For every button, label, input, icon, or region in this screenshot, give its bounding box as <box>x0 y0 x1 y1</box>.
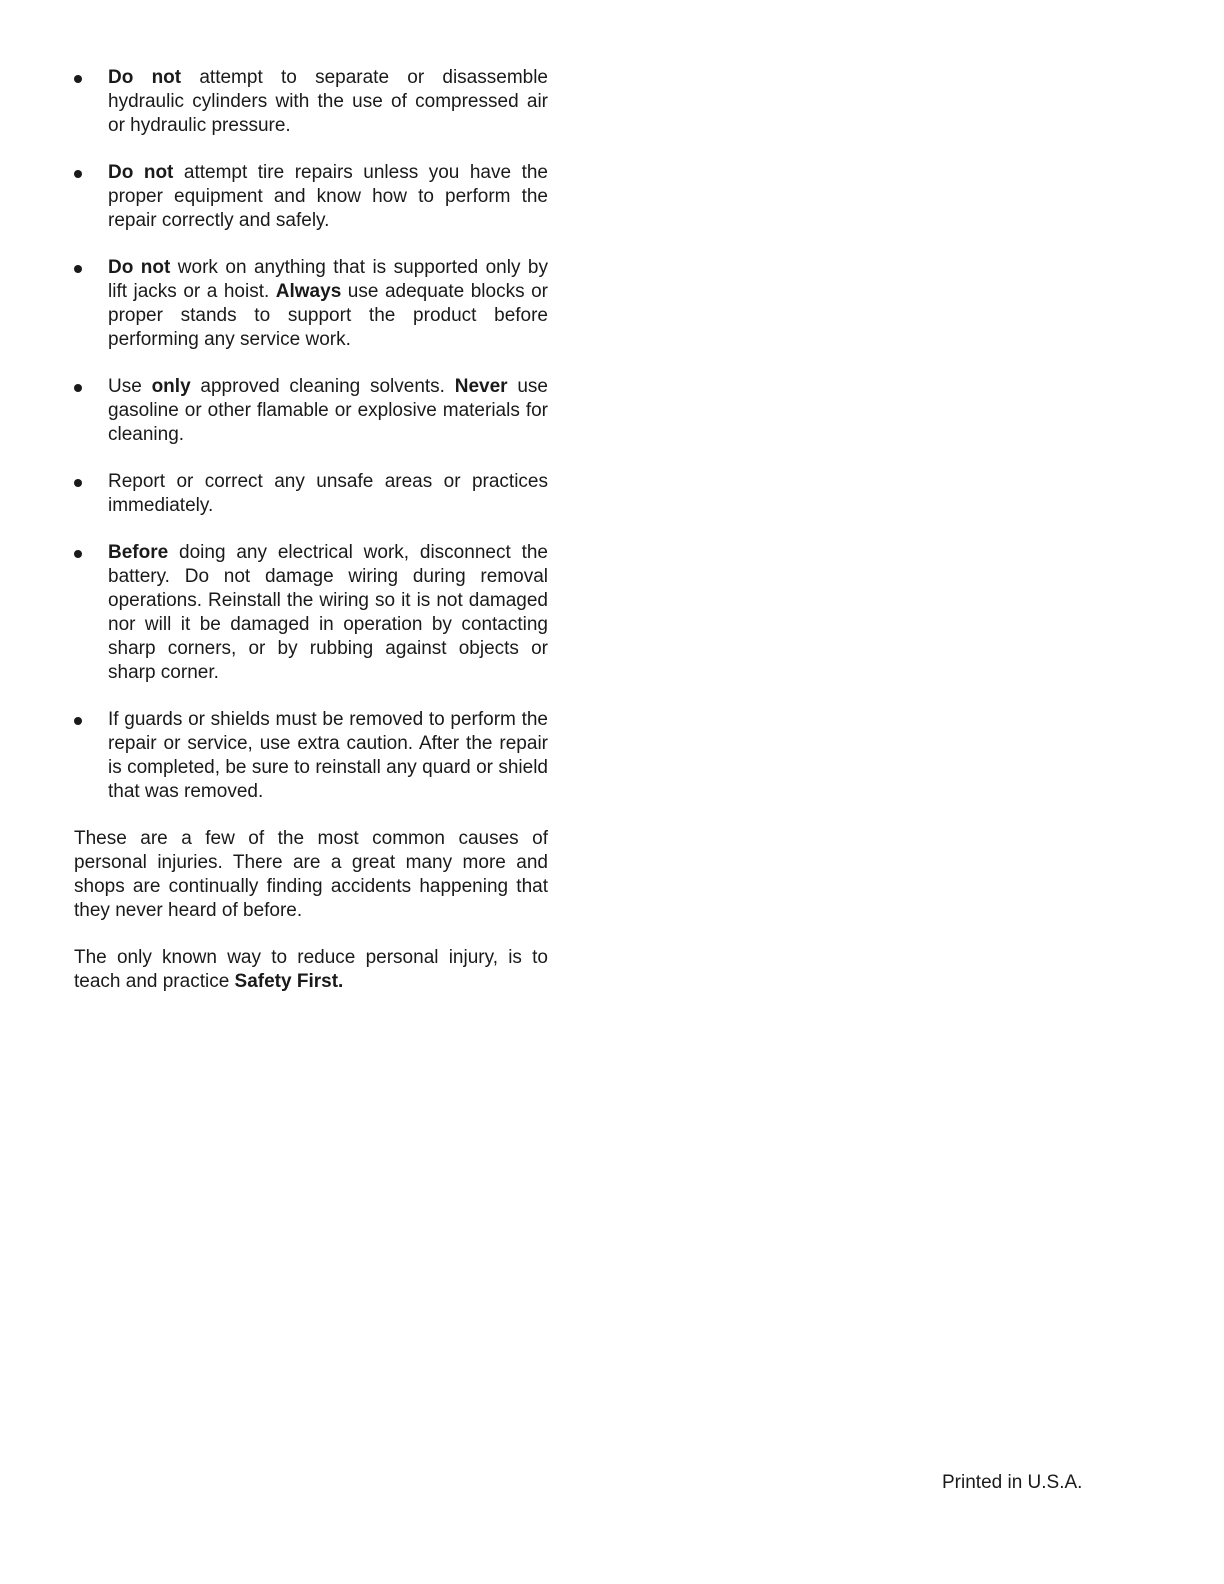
bullet-dot-icon <box>74 717 82 725</box>
list-item <box>74 256 548 352</box>
printed-in-footer: Printed in U.S.A. <box>942 1472 1083 1493</box>
bullet-dot-icon <box>74 265 82 273</box>
emphasis-text: Do not <box>108 257 171 278</box>
list-item <box>74 66 548 138</box>
safety-text-column <box>74 66 548 1017</box>
rule-text: Use <box>108 376 152 397</box>
emphasis-text: Always <box>275 281 342 302</box>
rule-text: attempt tire repairs unless you have the proper equipment and know how to perform the repair correctly and safely. <box>108 162 548 231</box>
safety-first-emphasis: Safety First. <box>234 971 344 992</box>
emphasis-text: only <box>151 376 191 397</box>
emphasis-text: Do not <box>108 162 174 183</box>
list-item <box>74 375 548 447</box>
rule-text: If guards or shields must be removed to perform the repair or service, use extra caution. After the repair is completed, be sure to reinstall any quard or shield that was removed. <box>108 709 548 802</box>
list-item <box>74 708 548 804</box>
bullet-dot-icon <box>74 550 82 558</box>
bullet-dot-icon <box>74 384 82 392</box>
rule-text: use gasoline or other flamable or explosive materials for cleaning. <box>108 376 548 445</box>
list-item <box>74 541 548 685</box>
bullet-dot-icon <box>74 75 82 83</box>
list-item <box>74 161 548 233</box>
emphasis-text: Never <box>454 376 508 397</box>
rule-text: doing any electrical work, disconnect the battery. Do not damage wiring during removal operations. Reinstall the wiring so it is not damaged nor will it be damaged in operation by contacting sharp corners, or by rubbing against objects or sharp corner. <box>108 542 548 683</box>
closing-paragraph <box>74 946 548 994</box>
safety-rules-list <box>74 66 548 804</box>
closing-text: The only known way to reduce personal injury, is to teach and practice <box>74 947 548 992</box>
rule-text: Report or correct any unsafe areas or practices immediately. <box>108 471 548 516</box>
rule-text: work on anything that is supported only by lift jacks or a hoist. <box>108 257 548 302</box>
rule-text: approved cleaning solvents. <box>190 376 455 397</box>
list-item <box>74 470 548 518</box>
rule-text: use adequate blocks or proper stands to support the product before performing any service work. <box>108 281 548 350</box>
bullet-dot-icon <box>74 170 82 178</box>
emphasis-text: Before <box>108 542 169 563</box>
bullet-dot-icon <box>74 479 82 487</box>
rule-text: attempt to separate or disassemble hydraulic cylinders with the use of compressed air or hydraulic pressure. <box>108 67 548 136</box>
common-causes-paragraph: These are a few of the most common causes of personal injuries. There are a great many more and shops are continually finding accidents happening that they never heard of before. <box>74 828 548 921</box>
emphasis-text: Do not <box>108 67 182 88</box>
